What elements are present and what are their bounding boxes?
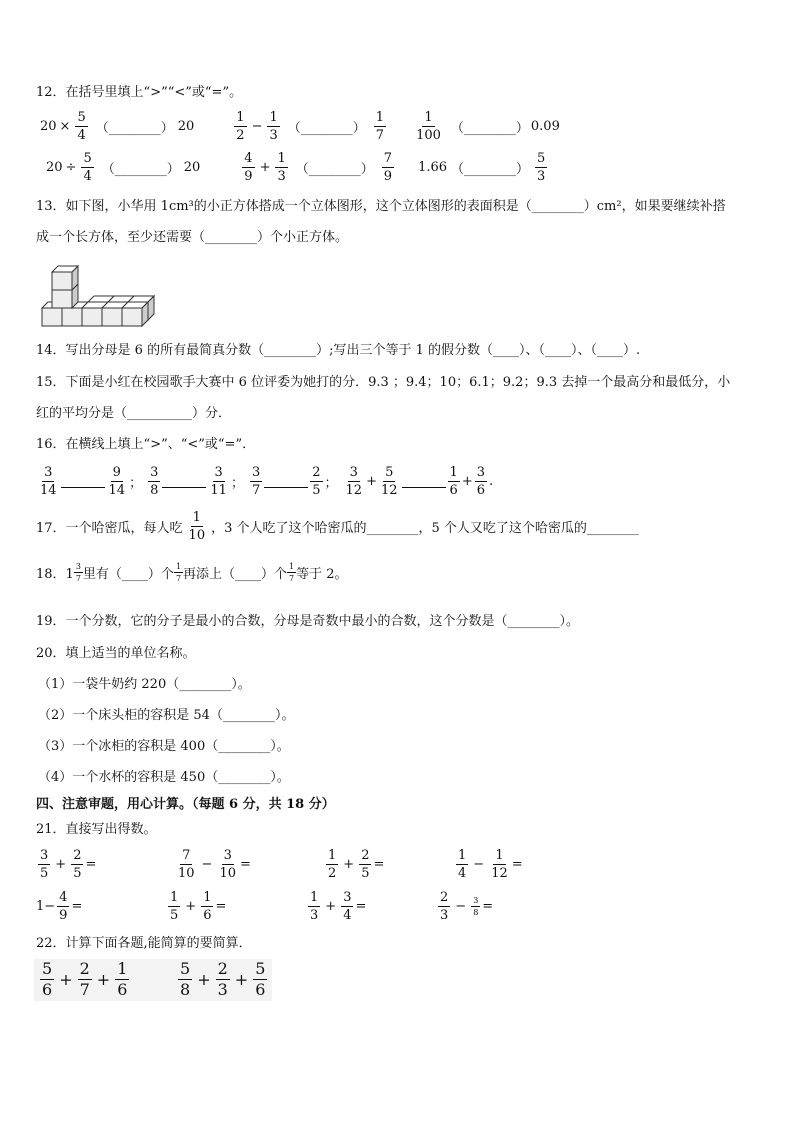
q12-r1b-frac3: $\frac{1}{7}$ bbox=[375, 110, 385, 143]
q21-e8-b: $\frac{3}{8}$ bbox=[473, 896, 479, 917]
q16-p2-a: $\frac{3}{8}$ bbox=[150, 465, 159, 498]
q13-line1: 13．如下图，小华用 1cm³的小正方体搭成一个立体图形，这个立体图形的表面积是（________）cm²，如果要继续补搭 bbox=[36, 199, 726, 214]
q21-e1-op: + bbox=[55, 857, 67, 872]
q21-e3-op: + bbox=[343, 857, 355, 872]
q18-frac-b: $\frac{1}{7}$ bbox=[289, 562, 295, 583]
q12-r1b-blank[interactable]: （________） bbox=[287, 121, 366, 136]
q21-e6-answer[interactable]: = bbox=[215, 899, 227, 914]
q21-e7-a: $\frac{1}{3}$ bbox=[310, 890, 319, 923]
q21-e4-op: − bbox=[473, 857, 485, 872]
q16-p4-blank[interactable] bbox=[402, 475, 446, 488]
q18-row bbox=[36, 562, 348, 583]
q20-item-4: （4）一个水杯的容积是 450（________）。 bbox=[38, 770, 290, 785]
section4-heading: 四、注意审题，用心计算。（每题 6 分，共 18 分） bbox=[36, 797, 335, 812]
q21-e4-a: $\frac{1}{4}$ bbox=[458, 848, 467, 881]
q21-e2-op: − bbox=[201, 857, 213, 872]
q21-e8 bbox=[436, 890, 493, 923]
q16-p2-blank[interactable] bbox=[162, 475, 206, 488]
q21-e1-answer[interactable]: = bbox=[85, 857, 97, 872]
q12-r1b-frac2: $\frac{1}{3}$ bbox=[269, 110, 278, 143]
q16-p4-end: . bbox=[489, 474, 494, 489]
q17-row bbox=[36, 510, 639, 543]
q16-title: 16．在横线上填上“>”、“<”或“=”． bbox=[36, 437, 256, 452]
cube-figure bbox=[38, 256, 160, 332]
q12-r1a-blank[interactable]: （________） bbox=[95, 121, 174, 136]
cube-front bbox=[42, 308, 62, 326]
q21-e1-b: $\frac{2}{5}$ bbox=[73, 848, 82, 881]
q16-p2-b: $\frac{3}{11}$ bbox=[210, 465, 227, 498]
q21-e7 bbox=[306, 890, 366, 923]
q21-e3-b: $\frac{2}{5}$ bbox=[361, 848, 370, 881]
q21-e2 bbox=[174, 848, 251, 881]
q21-e6-b: $\frac{1}{6}$ bbox=[203, 890, 212, 923]
q12-r1a-op: × bbox=[59, 119, 71, 134]
q21-e2-b: $\frac{3}{10}$ bbox=[219, 848, 236, 881]
q16-p4-op1: + bbox=[366, 474, 377, 489]
q21-e4-b: $\frac{1}{12}$ bbox=[491, 848, 508, 881]
q12-r1c-right: 0.09 bbox=[530, 119, 560, 134]
q21-e3-a: $\frac{1}{2}$ bbox=[328, 848, 337, 881]
q21-e3-answer[interactable]: = bbox=[373, 857, 385, 872]
q21-title: 21．直接写出得数。 bbox=[36, 822, 157, 837]
q22-e1 bbox=[38, 960, 131, 999]
q18-t3: 等于 2。 bbox=[296, 567, 348, 582]
q22-e1-op1: + bbox=[59, 970, 73, 989]
q12-r2c-blank[interactable]: （________） bbox=[451, 162, 530, 177]
q12-r2b-blank[interactable]: （________） bbox=[295, 162, 374, 177]
q20-item-3: （3）一个冰柜的容积是 400（________）。 bbox=[38, 739, 290, 754]
q12-r1c-frac: $\frac{1}{100}$ bbox=[416, 110, 441, 143]
q19-line: 19．一个分数，它的分子是最小的合数，分母是奇数中最小的合数，这个分数是（________）。 bbox=[36, 614, 580, 629]
q22-e2-op2: + bbox=[234, 970, 249, 989]
q22-title: 22．计算下面各题,能简算的要简算． bbox=[36, 936, 252, 951]
q16-row bbox=[36, 465, 493, 498]
q22-e1-a: $\frac{5}{6}$ bbox=[42, 959, 53, 999]
q14-line: 14．写出分母是 6 的所有最简真分数（________）;写出三个等于 1 的假分数（____）、（____）、（____）. bbox=[36, 343, 641, 358]
q22-e1-c: $\frac{1}{6}$ bbox=[117, 959, 128, 999]
q21-e8-a: $\frac{2}{3}$ bbox=[440, 890, 449, 923]
q12-r2a-blank[interactable]: （________） bbox=[101, 162, 180, 177]
q21-e5-a: $\frac{4}{9}$ bbox=[59, 890, 68, 923]
q12-r2b-frac1: $\frac{4}{9}$ bbox=[244, 151, 253, 184]
q22-e2-op1: + bbox=[197, 970, 211, 989]
q16-p1-blank[interactable] bbox=[61, 475, 105, 488]
q16-p3-a: $\frac{3}{7}$ bbox=[251, 465, 261, 498]
q21-e5-answer[interactable]: = bbox=[71, 899, 83, 914]
q17-pre: 17．一个哈密瓜，每人吃 bbox=[36, 521, 183, 536]
q16-p1-b: $\frac{9}{14}$ bbox=[108, 465, 126, 498]
q21-e8-answer[interactable]: = bbox=[482, 899, 494, 914]
q18-pre: 18．1 bbox=[36, 567, 74, 582]
q12-r2a-left: 20 bbox=[46, 160, 63, 175]
q21-e7-b: $\frac{3}{4}$ bbox=[343, 890, 352, 923]
q21-e6-op: + bbox=[185, 899, 197, 914]
q16-p3-sep: ； bbox=[324, 476, 338, 491]
q16-p3-blank[interactable] bbox=[264, 475, 308, 488]
q21-e6-a: $\frac{1}{5}$ bbox=[170, 890, 179, 923]
q16-p4-d: $\frac{3}{6}$ bbox=[476, 465, 485, 498]
q21-e6 bbox=[166, 890, 226, 923]
q18-mixed-frac: $\frac{3}{7}$ bbox=[75, 562, 81, 583]
q20-item-1: （1）一袋牛奶约 220（________）。 bbox=[38, 677, 251, 692]
q16-p4-op2: + bbox=[461, 474, 473, 489]
q12-r1b-frac1: $\frac{1}{2}$ bbox=[236, 110, 245, 143]
q21-e2-answer[interactable]: = bbox=[240, 857, 251, 872]
q12-r2a-frac: $\frac{5}{4}$ bbox=[83, 151, 92, 184]
q12-r1a-right: 20 bbox=[177, 119, 195, 134]
q22-e1-b: $\frac{2}{7}$ bbox=[79, 959, 90, 999]
q17-frac: $\frac{1}{10}$ bbox=[188, 510, 206, 543]
q17-mid: ，3 个人吃了这个哈密瓜的________，5 个人又吃了这个哈密瓜的________ bbox=[211, 521, 639, 536]
q15-line1: 15．下面是小红在校园歌手大赛中 6 位评委为她打的分．9.3 ；9.4；10；6.1；9.2；9.3 去掉一个最高分和最低分，小 bbox=[36, 375, 731, 390]
q21-e3 bbox=[324, 848, 384, 881]
q12-row2 bbox=[46, 151, 549, 184]
q22-e2-c: $\frac{5}{6}$ bbox=[255, 959, 266, 999]
q20-item-2: （2）一个床头柜的容积是 54（________）。 bbox=[38, 708, 295, 723]
q12-r2c-frac: $\frac{5}{3}$ bbox=[537, 151, 546, 184]
q12-r2c-left: 1.66 bbox=[418, 160, 448, 175]
q21-e5 bbox=[36, 890, 82, 923]
q21-e1 bbox=[36, 848, 96, 881]
q12-r1b-op: − bbox=[251, 119, 263, 134]
q12-r2a-right: 20 bbox=[183, 160, 201, 175]
q21-e7-answer[interactable]: = bbox=[355, 899, 367, 914]
q16-p1-sep: ； bbox=[129, 476, 143, 491]
q21-e4-answer[interactable]: = bbox=[511, 857, 523, 872]
q12-title: 12．在括号里填上“>”“<”或“=”。 bbox=[36, 85, 243, 100]
q16-p2-sep: ； bbox=[230, 476, 244, 491]
q16-p4-c: $\frac{1}{6}$ bbox=[449, 465, 458, 498]
q12-row1 bbox=[40, 110, 560, 143]
q15-line2: 红的平均分是（__________）分． bbox=[36, 406, 232, 421]
q16-p4-b: $\frac{5}{12}$ bbox=[380, 465, 398, 498]
q21-e1-a: $\frac{3}{5}$ bbox=[40, 848, 49, 881]
cube-figure-svg bbox=[38, 256, 160, 328]
q22-e2-b: $\frac{2}{3}$ bbox=[217, 959, 228, 999]
q21-e5-lead: 1− bbox=[36, 899, 56, 914]
q21-e4 bbox=[454, 848, 523, 881]
q22-e1-op2: + bbox=[96, 970, 111, 989]
q12-r2a-op: ÷ bbox=[65, 160, 77, 175]
q20-title: 20．填上适当的单位名称。 bbox=[36, 646, 196, 661]
q16-p4-a: $\frac{3}{12}$ bbox=[345, 465, 363, 498]
q18-t1: 里有（____）个 bbox=[82, 567, 174, 582]
q12-r2b-frac3: $\frac{7}{9}$ bbox=[383, 151, 393, 184]
q12-r1c-blank[interactable]: （________） bbox=[450, 121, 529, 136]
q12-r2b-frac2: $\frac{1}{3}$ bbox=[277, 151, 286, 184]
q22-e2-a: $\frac{5}{8}$ bbox=[180, 959, 191, 999]
q16-p1-a: $\frac{3}{14}$ bbox=[40, 465, 57, 498]
q22-e2 bbox=[176, 960, 269, 999]
q16-p3-b: $\frac{2}{5}$ bbox=[312, 465, 321, 498]
q12-r2b-op: + bbox=[259, 160, 271, 175]
q13-line2: 成一个长方体，至少还需要（________）个小正方体。 bbox=[36, 230, 349, 245]
q12-r1a-frac: $\frac{5}{4}$ bbox=[77, 110, 86, 143]
q18-frac-a: $\frac{1}{7}$ bbox=[175, 562, 182, 583]
q18-t2: 再添上（____）个 bbox=[183, 567, 288, 582]
q21-e7-op: + bbox=[325, 899, 337, 914]
q21-e2-a: $\frac{7}{10}$ bbox=[178, 848, 195, 881]
q21-e8-op: − bbox=[455, 899, 467, 914]
q12-r1a-left: 20 bbox=[40, 119, 57, 134]
